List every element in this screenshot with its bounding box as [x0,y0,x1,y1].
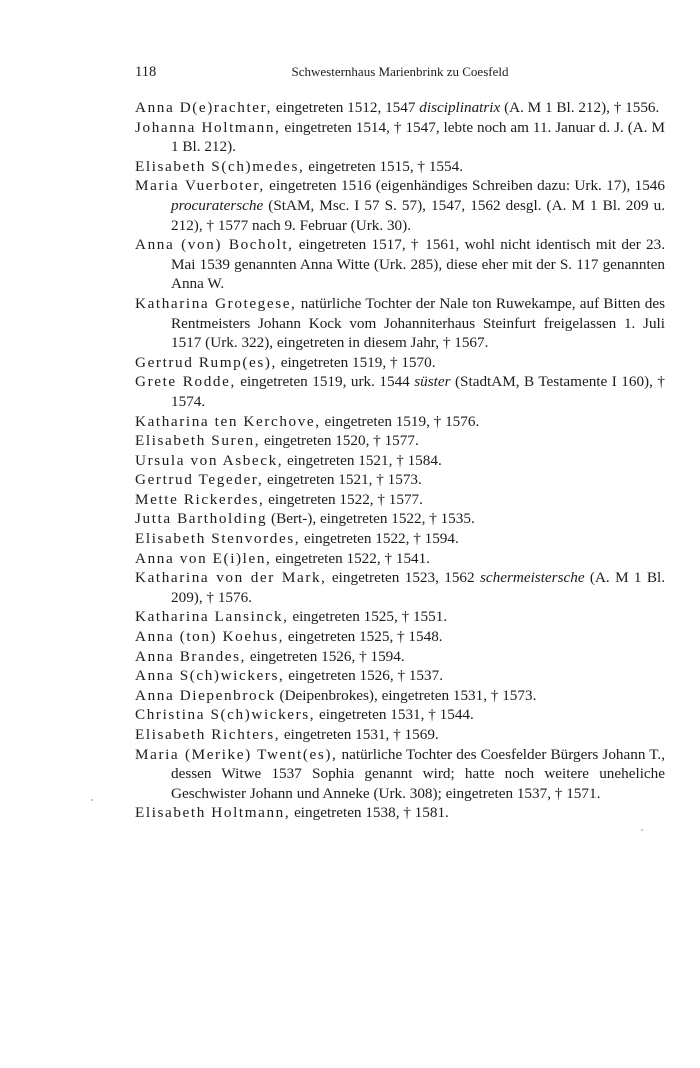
entry-text: eingetreten 1517, † 1561, wohl nicht identisch mit der 23. Mai 1539 genannten Anna Witte (Urk. 285), diese eher mit der S. 117 genannten Anna W. [171,236,665,293]
entry-text: (A. M 1 Bl. 209), † 1576. [171,569,665,606]
scan-speck [641,829,643,831]
entry-text: (Bert-), eingetreten 1522, † 1535. [267,510,475,528]
entry [135,705,665,725]
entry-name: Katharina ten Kerchove, [135,412,321,430]
entry [135,490,665,510]
entry-text: (A. M 1 Bl. 212), † 1556. [500,99,660,116]
scan-speck [91,799,93,801]
entry-text: eingetreten 1525, † 1551. [288,608,448,626]
entry-italic-term: schermeistersche [479,569,585,587]
entry-name: Anna Diepenbrock [135,686,276,704]
entry-text: eingetreten 1515, † 1554. [304,157,463,175]
entry [135,549,665,569]
entry [135,294,665,353]
entry-text: eingetreten 1526, † 1537. [284,667,444,685]
entry [135,412,665,432]
entry-name: Elisabeth Stenvordes, [135,530,301,548]
entry-text: eingetreten 1531, † 1569. [280,726,439,743]
entry [135,627,665,647]
entry-text: eingetreten 1522, † 1594. [300,530,459,548]
running-title: Schwesternhaus Marienbrink zu Coesfeld [291,64,509,79]
entry-text: eingetreten 1525, † 1548. [284,628,443,646]
entry-text: eingetreten 1514, † 1547, lebte noch am 11. Januar d. J. (A. M 1 Bl. 212). [171,118,665,156]
entry-name: Grete Rodde, [135,373,236,391]
entry-text: eingetreten 1519, † 1576. [320,412,480,430]
entry-name: Katharina Lansinck, [135,608,289,626]
entry-name: Anna (von) Bocholt, [135,236,294,254]
entry-text: natürliche Tochter des Coesfelder Bürgers Johann T., dessen Witwe 1537 Sophia genannt wird; hatte noch weitere uneheliche Geschwister Johann und Anneke (Urk. 308); eingetreten 1537, † 1571. [171,745,665,802]
entry [135,529,665,549]
entry-text: eingetreten 1519, † 1570. [276,353,436,371]
entry-name: Anna Brandes, [135,647,247,665]
entry [135,607,665,627]
entry [135,235,665,294]
entry [135,98,665,118]
entry-name: Anna von E(i)len, [135,549,272,567]
entry-name: Katharina von der Mark, [135,569,327,587]
entry-text: eingetreten 1523, 1562 [326,569,480,587]
entry [135,118,665,157]
entry-name: Katharina Grotegese, [135,294,297,312]
entry [135,647,665,667]
entry [135,803,665,823]
entry-name: Elisabeth Suren, [135,432,261,450]
entry-text: (StAM, Msc. I 57 S. 57), 1547, 1562 desgl. (A. M 1 Bl. 209 u. 212), † 1577 nach 9. Februar (Urk. 30). [171,196,665,234]
entry-name: Mette Rickerdes, [135,490,265,508]
entry [135,353,665,373]
entry [135,666,665,686]
entry-text: eingetreten 1519, urk. 1544 [235,373,415,391]
entry [135,725,665,745]
entry-text: eingetreten 1521, † 1584. [283,451,442,469]
entry [135,745,665,804]
entry-name: Christina S(ch)wickers, [135,706,316,724]
entry-name: Elisabeth Richters, [135,726,281,743]
entry [135,451,665,471]
entry-name: Elisabeth S(ch)medes, [135,157,305,175]
entry [135,372,665,411]
entry-name: Anna D(e)rachter, [135,99,273,116]
entry-italic-term: disciplinatrix [419,99,501,116]
entry-text: eingetreten 1522, † 1577. [264,490,423,508]
entry-name: Anna (ton) Koehus, [135,628,285,646]
entry-text: (Deipenbrokes), eingetreten 1531, † 1573. [275,686,537,704]
entry-name: Jutta Bartholding [135,510,268,528]
entry [135,431,665,451]
entry-name: Maria Vuerboter, [135,177,265,195]
entry [135,568,665,607]
entry [135,470,665,490]
entry-italic-term: procuratersche [171,196,264,214]
entry-name: Elisabeth Holtmann, [135,804,291,822]
entry-text: eingetreten 1512, 1547 [272,99,420,116]
entry [135,509,665,529]
entry-italic-term: süster [414,373,451,391]
entry [135,157,665,177]
entry-name: Anna S(ch)wickers, [135,667,285,685]
entry-text: (StadtAM, B Testamente I 160), † 1574. [171,373,665,410]
entry-name: Gertrud Rump(es), [135,353,277,371]
entry [135,686,665,706]
entry-name: Ursula von Asbeck, [135,451,284,469]
entry [135,176,665,235]
entry-list [135,98,665,823]
entry-name: Johanna Holtmann, [135,118,281,136]
entry-text: eingetreten 1538, † 1581. [290,804,449,822]
entry-name: Maria (Merike) Twent(es), [135,745,338,763]
running-head [135,62,665,82]
entry-text: eingetreten 1516 (eigenhändiges Schreiben dazu: Urk. 17), 1546 [264,177,665,195]
entry-text: eingetreten 1526, † 1594. [246,647,405,665]
entry-text: eingetreten 1522, † 1541. [271,549,431,567]
page-number: 118 [135,64,157,80]
entry-text: natürliche Tochter der Nale ton Ruwekampe, auf Bitten des Rentmeisters Johann Kock vom Johanniterhaus Steinfurt freigelassen 1. Juli 1517 (Urk. 322), eingetreten in diesem Jahr, † 1567. [171,294,665,352]
entry-text: eingetreten 1521, † 1573. [263,471,422,489]
entry-name: Gertrud Tegeder, [135,471,264,489]
entry-text: eingetreten 1520, † 1577. [260,432,419,450]
entry-text: eingetreten 1531, † 1544. [315,706,474,724]
